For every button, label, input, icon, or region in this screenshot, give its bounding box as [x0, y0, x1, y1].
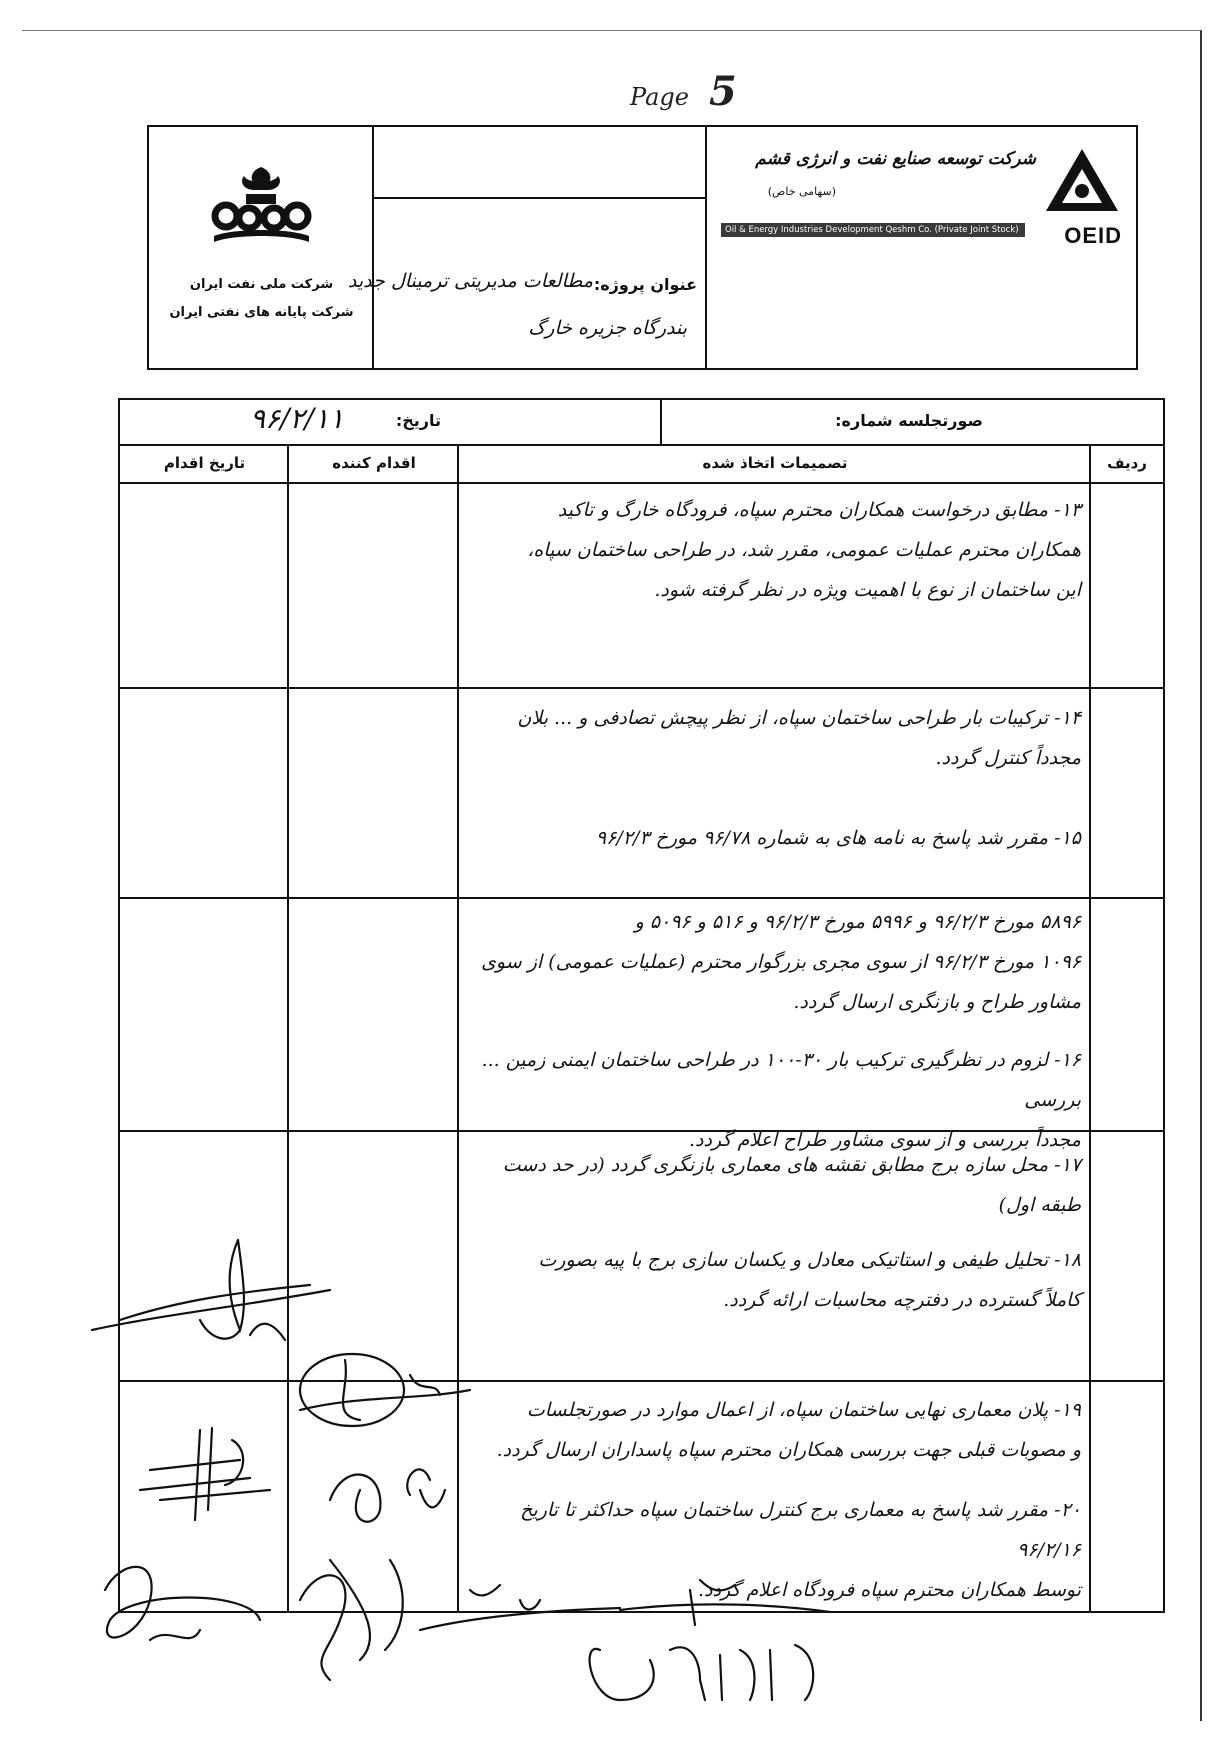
decision-line: ۱۷- محل سازه برج مطابق نقشه های معماری بازنگری گردد (در حد دست [502, 1154, 1081, 1176]
divider [660, 400, 662, 444]
decision-line: ۵۸۹۶ مورخ ۹۶/۲/۳ و ۵۹۹۶ مورخ ۹۶/۲/۳ و ۵۱۶ و ۵۰۹۶ و [634, 911, 1081, 933]
decision-item-15 [471, 818, 1081, 858]
page-number-value: 5 [708, 68, 737, 115]
page-number [630, 68, 737, 115]
decision-line: ۱۳- مطابق درخواست همکاران محترم سپاه، فرودگاه خارگ و تاکید [557, 499, 1081, 521]
page-label: Page [630, 83, 689, 111]
decision-item-20 [471, 1490, 1081, 1610]
oeid-company-type: (سهامی خاص) [767, 185, 836, 198]
nioc-subsidiary-name: شرکت پایانه های نفتی ایران [169, 305, 354, 320]
date-label: تاریخ: [395, 411, 441, 430]
divider [457, 444, 459, 1611]
minutes-table [118, 398, 1165, 1613]
project-block [347, 127, 707, 368]
decision-line: این ساختمان از نوع با اهمیت ویژه در نظر گرفته شود. [654, 579, 1081, 601]
blank-cell [374, 127, 705, 199]
decision-line: مجدداً کنترل گردد. [935, 747, 1081, 769]
decision-line: ۲۰- مقرر شد پاسخ به معماری برج کنترل ساختمان سپاه حداکثر تا تاریخ ۹۶/۲/۱۶ [520, 1499, 1081, 1561]
letterhead [147, 125, 1138, 370]
row-divider [120, 897, 1163, 899]
project-title-line-2: بندرگاه جزیره خارگ [528, 317, 687, 339]
divider [1089, 444, 1091, 1611]
column-action-by: اقدام کننده [332, 454, 416, 472]
decision-line: ۱۰۹۶ مورخ ۹۶/۲/۳ از سوی مجری بزرگوار محترم (عملیات عمومی) از سوی [481, 951, 1081, 973]
oeid-acronym: OEID [1064, 223, 1122, 248]
oeid-block [707, 127, 1136, 368]
nioc-name: شرکت ملی نفت ایران [189, 277, 334, 292]
decision-item-15-continued [471, 902, 1081, 1022]
decision-item-18 [471, 1240, 1081, 1320]
project-title-label: عنوان پروژه: [593, 275, 697, 294]
minutes-number-label: صورتجلسه شماره: [835, 411, 983, 430]
decision-item-17 [471, 1145, 1081, 1225]
row-divider [120, 687, 1163, 689]
decision-item-16 [471, 1040, 1081, 1160]
column-action-date: تاریخ اقدام [163, 454, 246, 472]
decision-line: مجدداً بررسی و از سوی مشاور طراح اعلام گردد. [688, 1129, 1081, 1151]
decision-line: ۱۸- تحلیل طیفی و استاتیکی معادل و یکسان سازی برج با پیه بصورت [538, 1249, 1081, 1271]
column-header-row [120, 444, 1163, 484]
decision-line: طبقه اول) [998, 1194, 1081, 1216]
divider [287, 444, 289, 1611]
decision-item-14 [471, 698, 1081, 778]
nioc-block [149, 127, 374, 368]
project-title: مطالعات مدیریتی ترمینال جدید [347, 270, 593, 292]
minutes-info-row [120, 400, 1163, 446]
decision-line: کاملاً گسترده در دفترچه محاسبات ارائه گردد. [723, 1289, 1081, 1311]
decision-line: ۱۵- مقرر شد پاسخ به نامه های به شماره ۹۶/۷۸ مورخ ۹۶/۲/۳ [595, 827, 1081, 849]
decision-line: توسط همکاران محترم سپاه فرودگاه اعلام گردد. [697, 1579, 1081, 1601]
decision-line: و مصوبات قبلی جهت بررسی همکاران محترم سپاه پاسداران ارسال گردد. [496, 1439, 1081, 1461]
nioc-logo [204, 162, 319, 252]
oeid-company-name: شرکت توسعه صنایع نفت و انرژی قشم [755, 149, 1036, 169]
column-decisions: تصمیمات اتخاذ شده [702, 454, 848, 472]
decision-line: ۱۹- پلان معماری نهایی ساختمان سپاه، از اعمال موارد در صورتجلسات [526, 1399, 1081, 1421]
column-row-number: ردیف [1107, 454, 1147, 472]
decision-line: همکاران محترم عملیات عمومی، مقرر شد، در طراحی ساختمان سپاه، [527, 539, 1081, 561]
decision-item-13 [471, 490, 1081, 610]
decision-item-19 [471, 1390, 1081, 1470]
oeid-english-name: Oil & Energy Industries Development Qeshm Co. (Private Joint Stock) [721, 223, 1025, 237]
decision-line: ۱۴- ترکیبات بار طراحی ساختمان سپاه، از نظر پیچش تصادفی و ... بلان [517, 707, 1081, 729]
decision-line: ۱۶- لزوم در نظرگیری ترکیب بار ۳۰-۱۰۰ در طراحی ساختمان ایمنی زمین ... بررسی [481, 1049, 1081, 1111]
date-value: ۹۶/۲/۱۱ [250, 402, 345, 435]
oeid-logo [1042, 145, 1122, 217]
row-divider [120, 1380, 1163, 1382]
decision-line: مشاور طراح و بازنگری ارسال گردد. [793, 991, 1081, 1013]
